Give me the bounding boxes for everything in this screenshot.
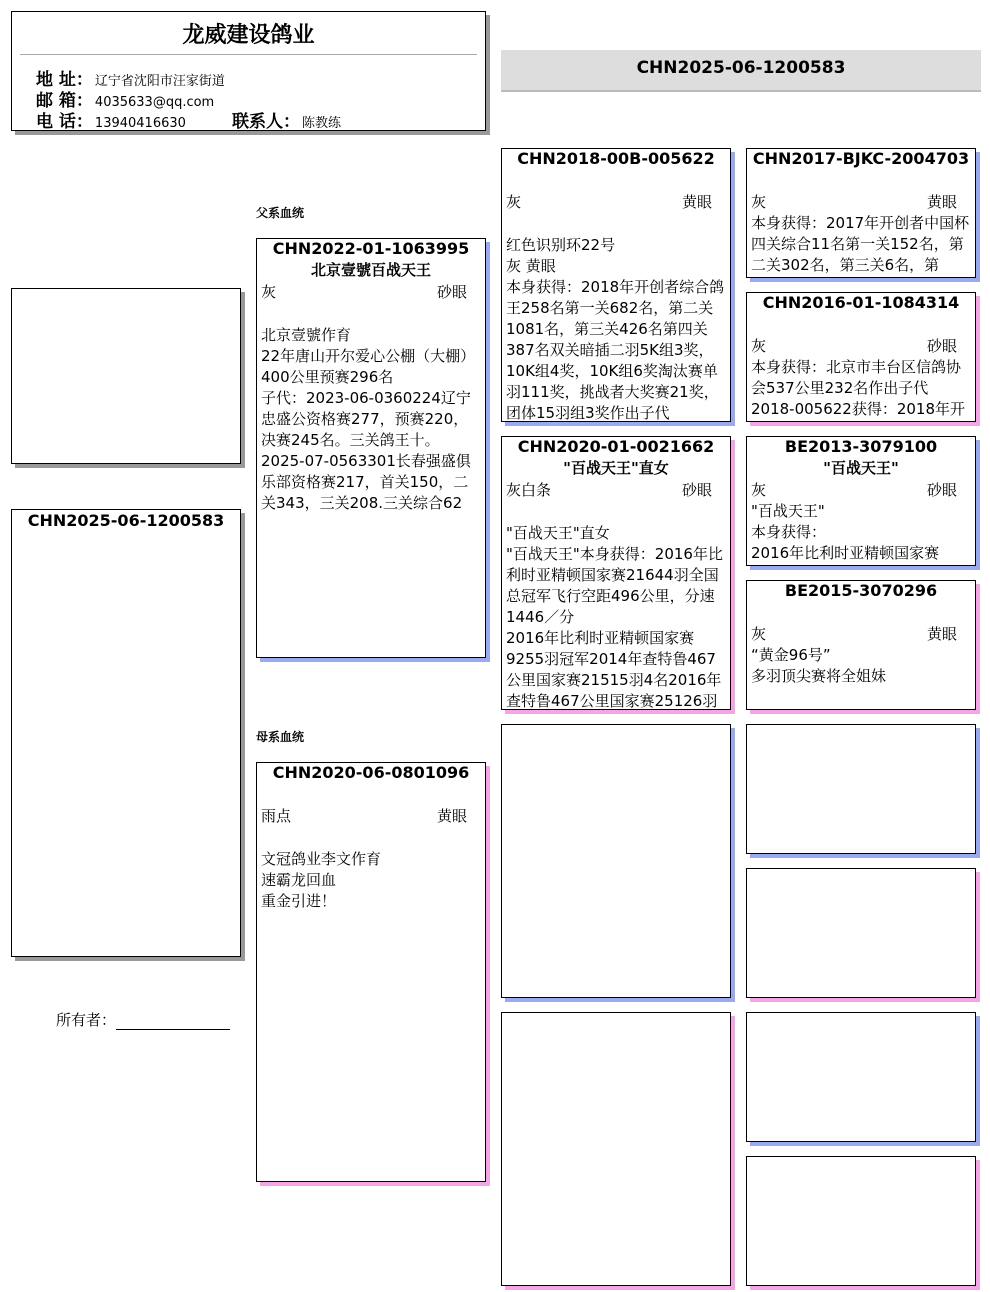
dam-description <box>257 849 485 912</box>
sds-desc-line: 2016年比利时亚精顿国家赛 <box>751 544 940 562</box>
sdd-ring: BE2015-3070296 <box>784 581 938 600</box>
sire-desc-line: 2025-07-0563301长春强盛俱乐部资格赛217，首关150，二关343，三关208.三关综合62 <box>261 452 471 512</box>
sds-desc-line: "百战天王" <box>751 502 825 520</box>
sdd-desc-line: 多羽顶尖赛将全姐妹 <box>751 667 887 685</box>
sire-desc-line: 22年唐山开尔爱心公棚（大棚）400公里预赛296名 <box>261 347 476 386</box>
dam-dam-dam-card <box>746 1156 976 1286</box>
email-value: 4035633@qq.com <box>94 95 215 110</box>
contact-label: 联系人： <box>232 112 301 131</box>
sdd-desc-line: “黄金96号” <box>751 646 831 664</box>
address-value: 辽宁省沈阳市汪家街道 <box>94 74 225 89</box>
sire-desc-line: 北京壹號作育 <box>261 326 352 344</box>
sire-eye: 砂眼 <box>436 283 467 301</box>
subject-ring-bar <box>501 50 981 92</box>
sire-dam-desc-line: "百战天王"本身获得：2016年比利时亚精顿国家赛21644羽全国总冠军飞行空距496公里，分速1446／分 <box>506 545 723 626</box>
sss-color: 灰 <box>751 193 767 211</box>
sire-sire-color-row <box>502 191 730 213</box>
sire-dam-desc-line: "百战天王"直女 <box>506 524 610 542</box>
dam-sire-dam-card <box>746 868 976 998</box>
sire-sire-desc-line: 红色识别环22号 <box>506 236 616 254</box>
dam-card <box>256 762 486 1182</box>
email-label: 邮 箱： <box>36 91 93 111</box>
sire-sire-card <box>501 148 731 422</box>
sire-desc-line: 子代：2023-06-0360224辽宁忠盛公资格赛277，预赛220，决赛245名。三关鸽王十。 <box>261 389 471 449</box>
sire-name: 北京壹號百战天王 <box>310 261 431 279</box>
subject-card <box>11 509 241 957</box>
dam-sire-sire-card <box>746 724 976 854</box>
sire-sire-color: 灰 <box>506 193 522 211</box>
sire-dam-ring: CHN2020-01-0021662 <box>517 437 715 456</box>
owner-line <box>56 1009 230 1030</box>
owner-label: 所有者： <box>56 1011 117 1029</box>
sdd-description <box>747 645 975 687</box>
sire-card <box>256 238 486 658</box>
sss-ring: CHN2017-BJKC-2004703 <box>752 149 970 168</box>
sdd-color-row <box>747 623 975 645</box>
sss-desc-line: 本身获得：2017年开创者中国杯四关综合11名第一关152名，第二关302名，第三关6名，第 <box>751 214 970 274</box>
sire-color: 灰 <box>261 283 277 301</box>
sss-color-row <box>747 191 975 213</box>
ssd-eye: 砂眼 <box>926 337 957 355</box>
sss-eye: 黄眼 <box>926 193 957 211</box>
dam-dam-sire-card <box>746 1012 976 1142</box>
sds-ring: BE2013-3079100 <box>784 437 938 456</box>
dam-desc-line: 重金引进！ <box>261 892 337 910</box>
dam-eye: 黄眼 <box>436 807 467 825</box>
owner-signature-line <box>116 1013 230 1030</box>
header-divider <box>20 54 477 55</box>
dam-desc-line: 文冠鸽业李文作育 <box>261 850 382 868</box>
sds-desc-line: 本身获得： <box>751 523 827 541</box>
breeder-header-card <box>11 11 486 131</box>
ssd-color-row <box>747 335 975 357</box>
sire-dam-color-row <box>502 479 730 501</box>
dam-color-row <box>257 805 485 827</box>
address-label: 地 址： <box>36 70 93 90</box>
sss-description <box>747 213 975 276</box>
dam-color: 雨点 <box>261 807 292 825</box>
sire-dam-desc-line: 2016年比利时亚精顿国家赛9255羽冠军2014年查特鲁467公里国家赛21515羽4名2016年查特鲁467公里国家赛25126羽 <box>506 629 722 710</box>
ssd-ring: CHN2016-01-1084314 <box>762 293 960 312</box>
sire-dam-card <box>501 436 731 710</box>
contact-value: 陈教练 <box>302 116 342 131</box>
sire-dam-sire-card <box>746 436 976 566</box>
dam-sire-card <box>501 724 731 998</box>
phone-label: 电 话： <box>36 112 93 131</box>
sire-line-label: 父系血统 <box>256 206 305 220</box>
phone-value: 13940416630 <box>94 116 186 131</box>
sire-sire-desc-line: 灰 黄眼 <box>506 257 556 275</box>
sire-sire-desc-line: 本身获得：2018年开创者综合鸽王258名第一关682名，第二关1081名，第三关426名第四关387名双关暗插二羽5K组3奖，10K组4奖，10K组6奖淘汰赛单羽111奖，挑战者大奖赛21奖，团体15羽组3奖作出子代 <box>506 278 725 422</box>
sds-name: "百战天王" <box>823 459 899 477</box>
ssd-description <box>747 357 975 420</box>
ssd-color: 灰 <box>751 337 767 355</box>
sire-color-row <box>257 281 485 303</box>
dam-dam-card <box>501 1012 731 1286</box>
sire-sire-eye: 黄眼 <box>681 193 712 211</box>
sire-sire-ring: CHN2018-00B-005622 <box>517 149 715 168</box>
sds-color-row <box>747 479 975 501</box>
subject-ring-top: CHN2025-06-1200583 <box>636 58 846 78</box>
dam-line-label: 母系血统 <box>256 730 305 744</box>
sire-description <box>257 325 485 514</box>
loft-title: 龙威建设鸽业 <box>182 23 315 48</box>
sire-sire-description <box>502 235 730 422</box>
sire-dam-eye: 砂眼 <box>681 481 712 499</box>
sire-dam-description <box>502 523 730 710</box>
sire-ring: CHN2022-01-1063995 <box>272 239 470 258</box>
dam-desc-line: 速霸龙回血 <box>261 871 337 889</box>
sire-dam-dam-card <box>746 580 976 710</box>
sire-dam-color: 灰白条 <box>506 481 552 499</box>
sdd-color: 灰 <box>751 625 767 643</box>
phone-row <box>36 107 341 131</box>
sds-color: 灰 <box>751 481 767 499</box>
subject-ring: CHN2025-06-1200583 <box>27 511 225 530</box>
dam-ring: CHN2020-06-0801096 <box>272 763 470 782</box>
sire-sire-sire-card <box>746 148 976 278</box>
sire-dam-name: "百战天王"直女 <box>563 459 669 477</box>
sdd-eye: 黄眼 <box>926 625 957 643</box>
sds-description <box>747 501 975 564</box>
sire-sire-dam-card <box>746 292 976 422</box>
pigeon-photo-frame <box>11 288 241 464</box>
sds-eye: 砂眼 <box>926 481 957 499</box>
ssd-desc-line: 本身获得：北京市丰台区信鸽协会537公里232名作出子代2018-005622获得：2018年开 <box>751 358 966 418</box>
